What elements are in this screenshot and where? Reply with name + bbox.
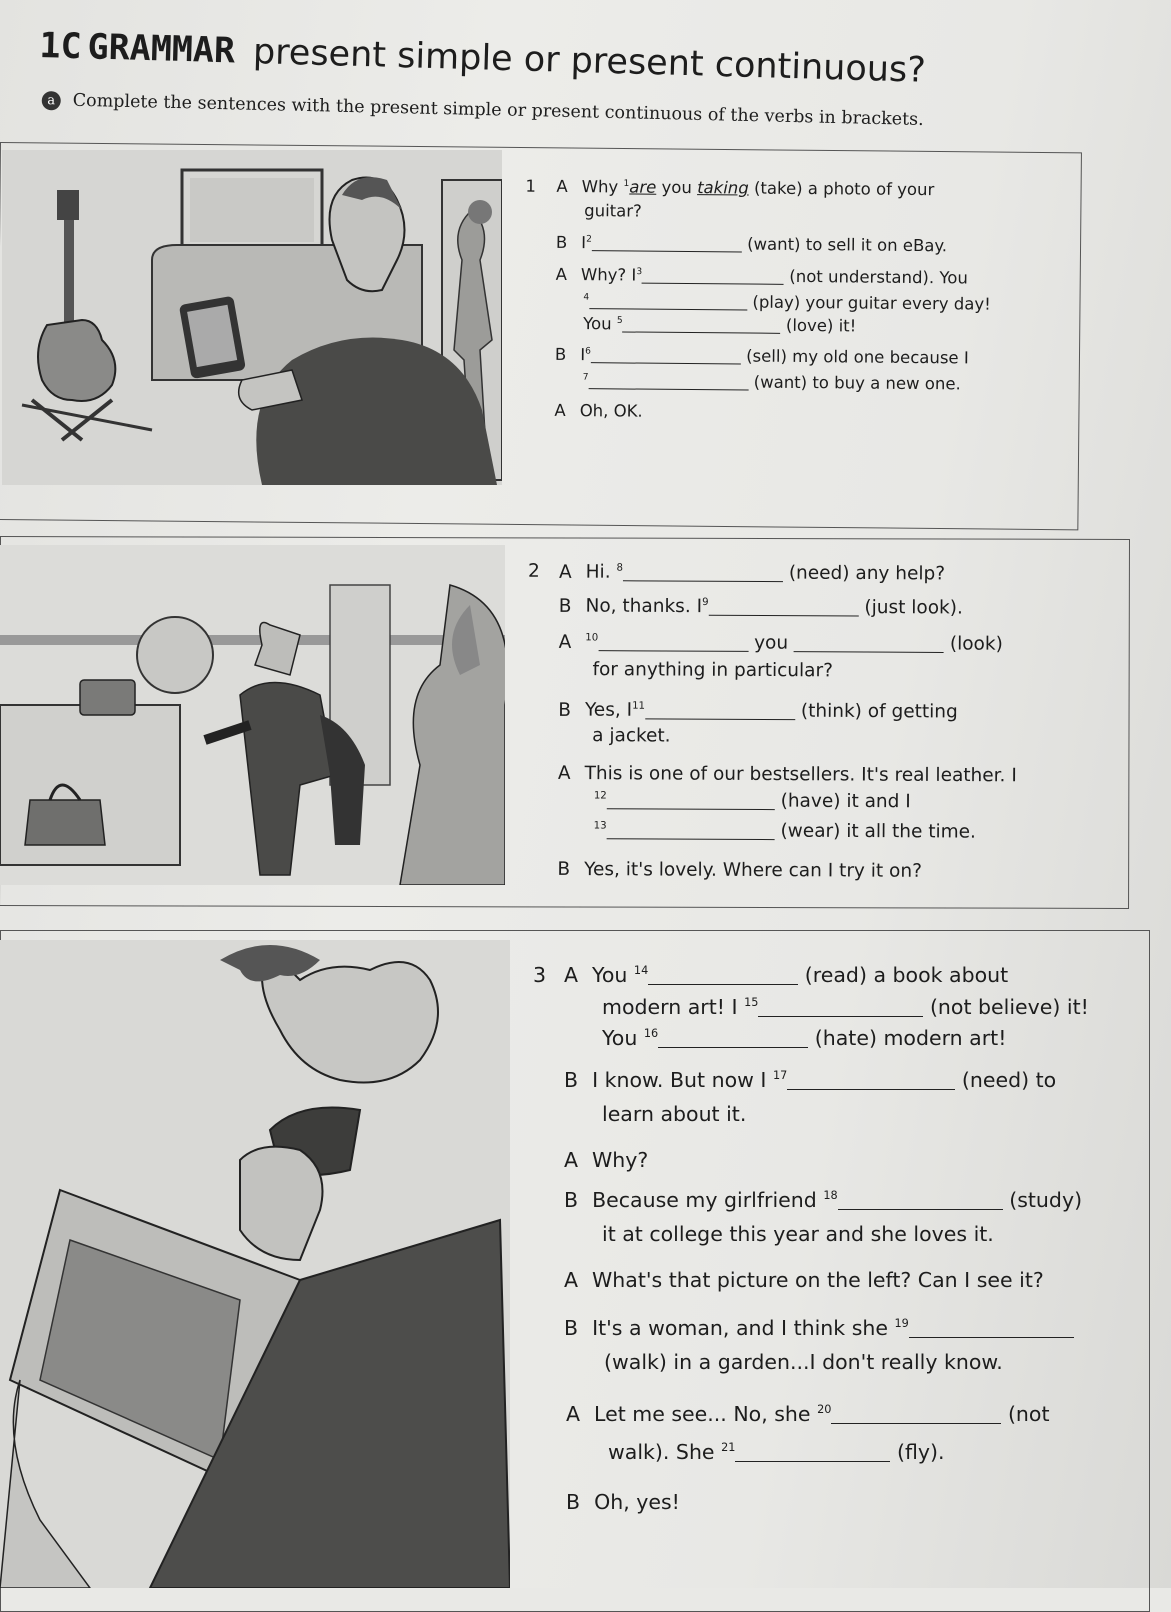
exercise-3-number: 3: [533, 963, 547, 987]
example-answer-2: taking: [697, 178, 749, 198]
ex2-line-1: A Hi. $^8$ (need) any help?: [558, 561, 946, 585]
answer-blank-3[interactable]: [642, 266, 784, 285]
ex2-line-10: B Yes, it's lovely. Where can I try it on?: [557, 858, 922, 882]
answer-blank-17[interactable]: [787, 1069, 955, 1091]
ex3-line-14: B Oh, yes!: [566, 1490, 680, 1514]
ex3-line-7: B Because my girlfriend $^{18}$ (study): [564, 1188, 1083, 1212]
answer-blank-10b[interactable]: [794, 632, 944, 652]
answer-blank-6[interactable]: [591, 346, 741, 365]
ex1-line-6: You $^5$ (love) it!: [583, 314, 857, 336]
ex1-line-2: guitar?: [584, 201, 642, 221]
exercise-2-number: 2: [527, 560, 540, 582]
ex2-line-7: A This is one of our bestsellers. It's real leather. I: [557, 762, 1017, 787]
ex3-line-9: A What's that picture on the left? Can I see it?: [564, 1268, 1044, 1292]
answer-blank-2[interactable]: [592, 234, 742, 253]
ex3-line-10: B It's a woman, and I think she $^{19}$: [564, 1316, 1074, 1340]
ex3-line-3: You $^{16}$ (hate) modern art!: [602, 1026, 1007, 1050]
ex2-line-8: $^{12}$ (have) it and I: [593, 790, 911, 813]
ex2-line-6: a jacket.: [592, 725, 671, 747]
ex1-line-1: A Why $^1$are you taking (take) a photo of your: [556, 176, 935, 200]
answer-blank-9[interactable]: [708, 596, 858, 616]
exercise-1-number: 1: [525, 176, 536, 196]
answer-blank-11[interactable]: [645, 699, 795, 719]
answer-blank-5[interactable]: [623, 315, 781, 334]
illustration-guitar-photo: [2, 150, 502, 485]
ex3-line-2: modern art! I $^{15}$ (not believe) it!: [602, 995, 1089, 1019]
answer-blank-8[interactable]: [623, 561, 783, 581]
ex2-line-4: for anything in particular?: [592, 659, 833, 682]
answer-blank-4[interactable]: [589, 292, 747, 311]
section-label: GRAMMAR: [87, 27, 236, 72]
illustration-reading-art-book: [0, 940, 510, 1588]
ex1-line-4: A Why? $I^3$ (not understand). You: [555, 264, 968, 288]
ex3-line-4: B I know. But now I $^{17}$ (need) to: [564, 1068, 1057, 1092]
answer-blank-10a[interactable]: [598, 631, 748, 651]
instruction-letter-badge: a: [42, 91, 61, 110]
ex3-line-11: (walk) in a garden...I don't really know.: [604, 1350, 1003, 1374]
ex1-line-9: A Oh, OK.: [554, 400, 643, 421]
ex2-line-5: B Yes, $I^{11}$ (think) of getting: [558, 699, 958, 723]
answer-blank-21[interactable]: [735, 1441, 890, 1463]
example-answer-1: are: [629, 177, 657, 197]
answer-blank-20[interactable]: [831, 1403, 1001, 1425]
ex1-line-5: $^4$ (play) your guitar every day!: [583, 292, 991, 314]
instruction-text: Complete the sentences with the present simple or present continuous of the verbs in brackets.: [72, 90, 924, 131]
illustration-clothes-shop: [0, 545, 505, 885]
answer-blank-15[interactable]: [758, 996, 923, 1018]
ex2-line-2: B No, thanks. $I^9$ (just look).: [558, 595, 963, 619]
ex2-line-9: $^{13}$ (wear) it all the time.: [593, 820, 977, 843]
ex3-line-5: learn about it.: [602, 1102, 747, 1126]
ex3-line-8: it at college this year and she loves it.: [602, 1222, 994, 1246]
ex3-line-1: A You $^{14}$ (read) a book about: [564, 963, 1009, 987]
ex1-line-8: $^7$ (want) to buy a new one.: [582, 372, 961, 394]
answer-blank-14[interactable]: [648, 964, 798, 986]
answer-blank-19[interactable]: [909, 1317, 1074, 1339]
ex3-line-6: A Why?: [564, 1148, 649, 1172]
ex2-line-3: A $^{10}$ you (look): [558, 631, 1003, 655]
answer-blank-18[interactable]: [838, 1189, 1003, 1211]
ex3-line-13: walk). She $^{21}$ (fly).: [608, 1440, 945, 1464]
answer-blank-16[interactable]: [658, 1027, 808, 1049]
answer-blank-12[interactable]: [607, 789, 775, 809]
answer-blank-7[interactable]: [588, 372, 748, 391]
ex3-line-12: A Let me see... No, she $^{20}$ (not: [566, 1402, 1050, 1426]
answer-blank-13[interactable]: [607, 819, 775, 839]
ex1-line-7: B $I^6$ (sell) my old one because I: [554, 344, 969, 368]
unit-code: 1C: [38, 26, 83, 68]
section-subtitle: present simple or present continuous?: [252, 31, 927, 91]
ex1-line-3: B $I^2$ (want) to sell it on eBay.: [555, 232, 948, 256]
